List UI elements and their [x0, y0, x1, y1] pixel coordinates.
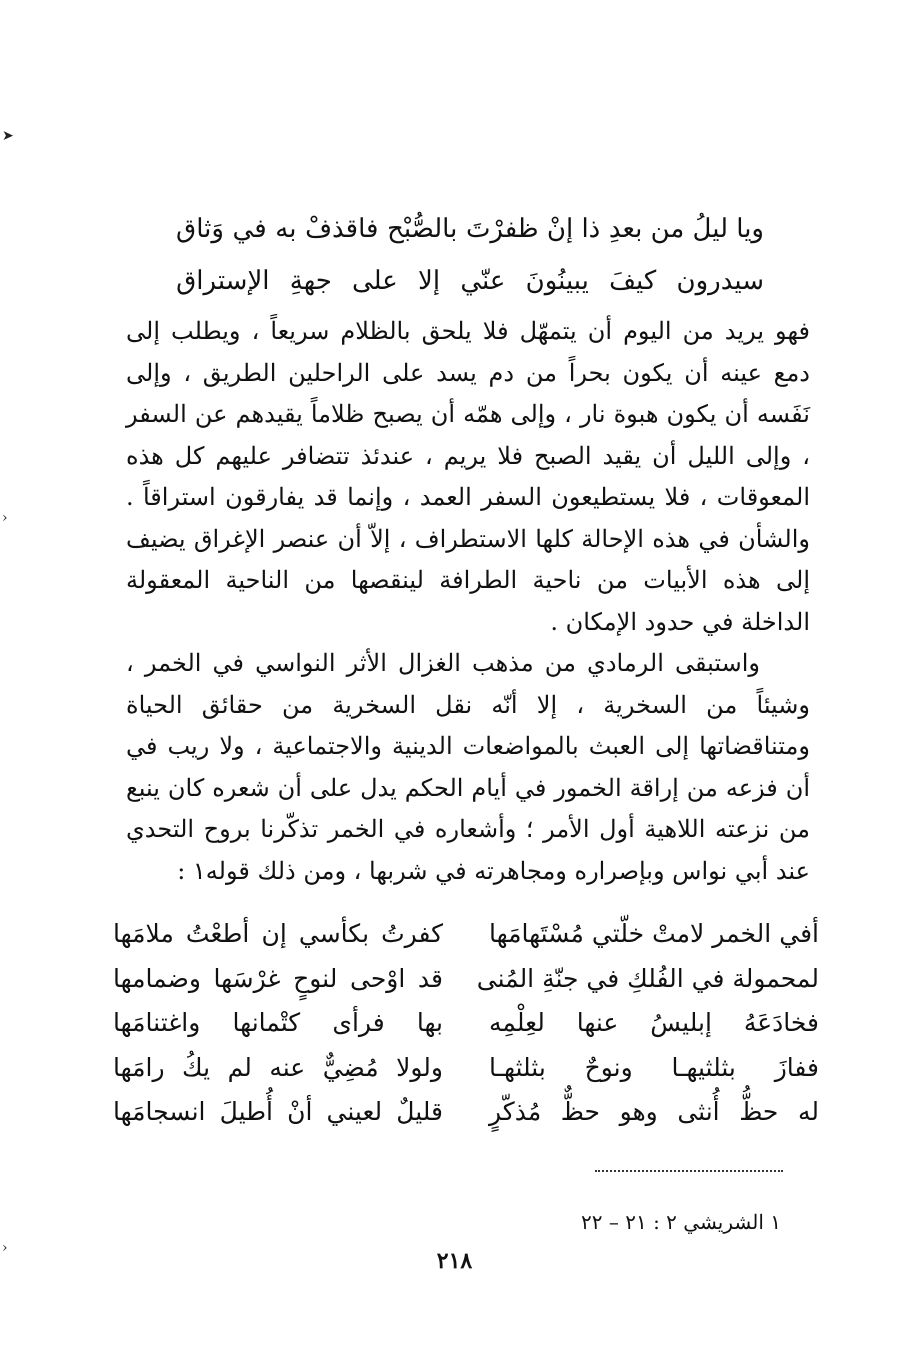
margin-mark: ➤: [2, 128, 14, 144]
page-number: ٢١٨: [436, 1248, 473, 1274]
verse-couplet: [176, 203, 764, 307]
verse-line: ويا ليلُ من بعدِ ذا إنْ ظفرْتَ بالصُّبْح فاقذفْ به في وَثاق: [176, 214, 764, 244]
poem-verse: [113, 1046, 819, 1091]
hemistich-second: قد اوْحى لنوحٍ غرْسَها وضمامها: [113, 963, 443, 993]
margin-mark: ›: [2, 1240, 8, 1256]
hemistich-first: له حظُّ أُنثى وهو حظٌّ مُذكّرٍ: [489, 1097, 819, 1126]
hemistich-first: ففازَ بثلثيهـا ونوحٌ بثلثهـا: [489, 1052, 819, 1082]
hemistich-second: بها فرأى كتْمانها واغتنامَها: [113, 1008, 443, 1037]
poem-verse: [113, 1090, 819, 1135]
footnote: ١ الشريشي ٢ : ٢١ – ٢٢: [581, 1210, 781, 1234]
margin-mark: ›: [2, 510, 8, 526]
hemistich-first: فخادَعَهُ إبليسُ عنها لعِلْمِه: [489, 1008, 819, 1037]
hemistich-second: قليلٌ لعيني أنْ أُطيلَ انسجامَها: [113, 1097, 443, 1126]
footnote-divider: [595, 1170, 783, 1172]
poem-verse: [113, 1001, 819, 1046]
verse-line: سيدرون كيفَ يبينُونَ عنّي إلا على جهةِ الإستراق: [176, 266, 764, 296]
paragraph: فهو يريد من اليوم أن يتمهّل فلا يلحق بالظلام سريعاً ، ويطلب إلى دمع عينه أن يكون بحراً من دم يسد على الراحلين الطريق ، وإلى نَفَسه أن يكون هبوة نار ، وإلى همّه أن يصبح ظلاماً يقيدهم عن السفر ، وإلى الليل أن يقيد الصبح فلا يريم ، عندئذ تتضافر عليهم كل هذه المعوقات ، فلا يستطيعون السفر العمد ، وإنما قد يفارقون استراقاً . والشأن في هذه الإحالة كلها الاستطراف ، إلاّ أن عنصر الإغراق يضيف إلى هذه الأبيات من ناحية الطرافة لينقصها من الناحية المعقولة الداخلة في حدود الإمكان .: [126, 317, 810, 636]
poem: [113, 912, 819, 1135]
hemistich-second: كفرتُ بكأسي إن أطعْتُ ملامَها: [113, 919, 443, 948]
poem-verse: [113, 912, 819, 957]
hemistich-second: ولولا مُضِيٌّ عنه لم يكُ رامَها: [113, 1052, 443, 1082]
body-text: [126, 311, 810, 892]
hemistich-first: أفي الخمر لامتْ خلّتي مُسْتَهامَها: [489, 919, 819, 948]
paragraph: واستبقى الرمادي من مذهب الغزال الأثر النواسي في الخمر ، وشيئاً من السخرية ، إلا أنّه نقل السخرية من حقائق الحياة ومتناقضاتها إلى العبث بالمواضعات الدينية والاجتماعية ، ولا ريب في أن فزعه من إراقة الخمور في أيام الحكم يدل على أن شعره كان ينبع من نزعته اللاهية أول الأمر ؛ وأشعاره في الخمر تذكّرنا بروح التحدي عند أبي نواس وبإصراره ومجاهرته في شربها ، ومن ذلك قوله١ :: [126, 649, 811, 885]
hemistich-first: لمحمولة في الفُلكِ في جنّةِ المُنى: [476, 963, 819, 993]
poem-verse: [113, 957, 819, 1002]
